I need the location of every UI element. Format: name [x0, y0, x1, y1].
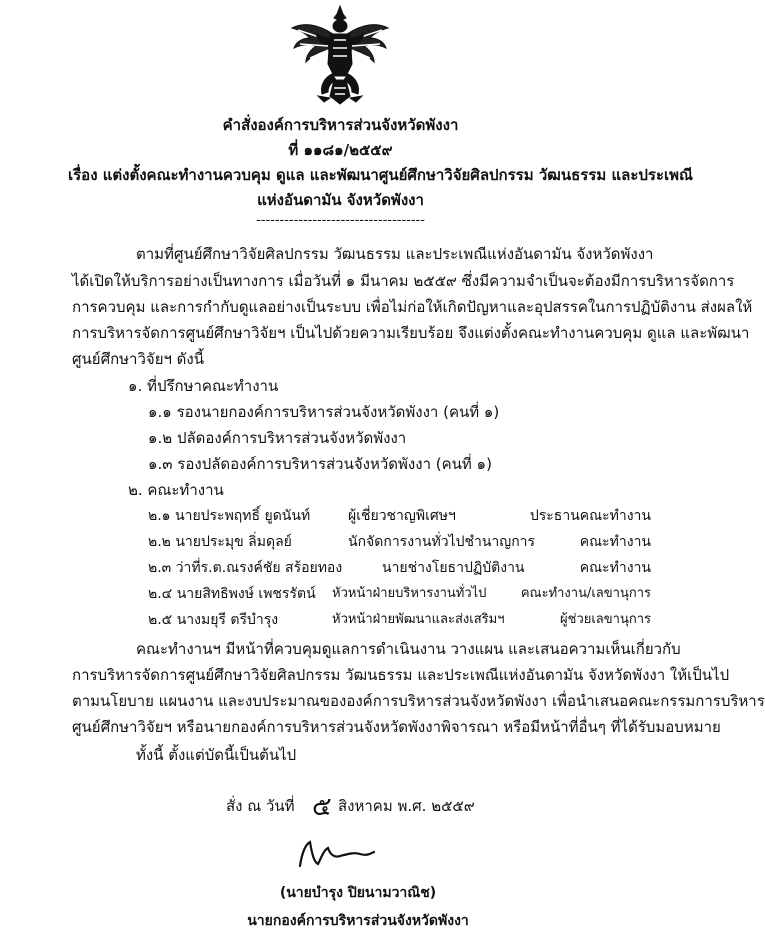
para2-line: การบริหารจัดการศูนย์ศึกษาวิจัยศิลปกรรม วัฒนธรรม และประเพณีแห่งอันดามัน จังหวัดพังงา ให้เป็นไป: [72, 666, 730, 684]
member-role: คณะทำงาน/เลขานุการ: [520, 586, 651, 601]
signer-name: (นายบำรุง ปิยนามวาณิช): [279, 885, 437, 901]
section-advisors-title: ๑. ที่ปรึกษาคณะทำงาน: [128, 377, 279, 395]
subject-line-1: เรื่อง แต่งตั้งคณะทำงานควบคุม ดูแล และพัฒนาศูนย์ศึกษาวิจัยศิลปกรรม วัฒนธรรม และประเพณี: [68, 166, 693, 184]
advisor-item: ๑.๓ รองปลัดองค์การบริหารส่วนจังหวัดพังงา (คนที่ ๑): [148, 455, 492, 473]
garuda-emblem-icon: [288, 4, 392, 108]
advisor-item: ๑.๒ ปลัดองค์การบริหารส่วนจังหวัดพังงา: [148, 429, 407, 447]
member-role: ผู้ช่วยเลขานุการ: [560, 612, 651, 627]
header-divider: ------------------------------------: [256, 213, 425, 228]
ordered-on-label: สั่ง ณ วันที่: [226, 797, 295, 815]
document-title: คำสั่งองค์การบริหารส่วนจังหวัดพังงา: [222, 116, 459, 134]
member-position: ผู้เชี่ยวชาญพิเศษฯ: [348, 508, 456, 524]
section-members-title: ๒. คณะทำงาน: [128, 481, 224, 499]
para1-line: ได้เปิดให้บริการอย่างเป็นทางการ เมื่อวันที่ ๑ มีนาคม ๒๕๕๙ ซึ่งมีความจำเป็นจะต้องมีการบริหารจัดการ: [72, 272, 735, 290]
para1-line: ตามที่ศูนย์ศึกษาวิจัยศิลปกรรม วัฒนธรรม และประเพณีแห่งอันดามัน จังหวัดพังงา: [136, 245, 654, 263]
member-role: คณะทำงาน: [579, 560, 651, 576]
member-role: คณะทำงาน: [579, 534, 651, 550]
para2-line: คณะทำงานฯ มีหน้าที่ควบคุมดูแลการดำเนินงาน วางแผน และเสนอความเห็นเกี่ยวกับ: [136, 640, 681, 658]
member-role: ประธานคณะทำงาน: [529, 508, 651, 524]
para1-line: การบริหารจัดการศูนย์ศึกษาวิจัยฯ เป็นไปด้วยความเรียบร้อย จึงแต่งตั้งคณะทำงานควบคุม ดูแล และพัฒนา: [72, 324, 750, 342]
para2-line: ศูนย์ศึกษาวิจัยฯ หรือนายกองค์การบริหารส่วนจังหวัดพังงาพิจารณา หรือมีหน้าที่อื่นๆ ที่ได้รับมอบหมาย: [72, 718, 721, 736]
member-name: ๒.๔ นายสิทธิพงษ์ เพชรรัตน์: [148, 586, 316, 602]
order-day: ๕: [312, 792, 332, 822]
signer-title: นายกองค์การบริหารส่วนจังหวัดพังงา: [247, 913, 469, 929]
advisor-item: ๑.๑ รองนายกองค์การบริหารส่วนจังหวัดพังงา (คนที่ ๑): [148, 403, 500, 421]
para2-line: ตามนโยบาย แผนงาน และงบประมาณขององค์การบริหารส่วนจังหวัดพังงา เพื่อนำเสนอคณะกรรมการบริหาร: [72, 692, 765, 710]
member-name: ๒.๓ ว่าที่ร.ต.ณรงค์ชัย สร้อยทอง: [148, 560, 343, 576]
member-position: นักจัดการงานทั่วไปชำนาญการ: [348, 534, 536, 550]
member-name: ๒.๕ นางมยุรี ตรีบำรุง: [148, 612, 279, 628]
subject-line-2: แห่งอันดามัน จังหวัดพังงา: [257, 191, 424, 209]
handwritten-signature: [296, 836, 376, 870]
member-position: หัวหน้าฝ่ายพัฒนาและส่งเสริมฯ: [332, 612, 505, 627]
order-number: ที่ ๑๑๘๑/๒๕๕๙: [288, 141, 393, 159]
order-month-year: สิงหาคม พ.ศ. ๒๕๕๙: [338, 797, 475, 815]
para1-line: การควบคุม และการกำกับดูแลอย่างเป็นระบบ เพื่อไม่ก่อให้เกิดปัญหาและอุปสรรคในการปฏิบัติงาน ส่งผลให้: [72, 298, 753, 316]
member-position: หัวหน้าฝ่ายบริหารงานทั่วไป: [332, 586, 487, 601]
member-name: ๒.๑ นายประพฤทธิ์ ยูดนันท์: [148, 508, 311, 524]
member-name: ๒.๒ นายประมุข ลิ่มดุลย์: [148, 534, 292, 550]
para1-line: ศูนย์ศึกษาวิจัยฯ ดังนี้: [72, 350, 204, 368]
effective-statement: ทั้งนี้ ตั้งแต่บัดนี้เป็นต้นไป: [136, 746, 297, 764]
member-position: นายช่างโยธาปฏิบัติงาน: [382, 560, 525, 576]
